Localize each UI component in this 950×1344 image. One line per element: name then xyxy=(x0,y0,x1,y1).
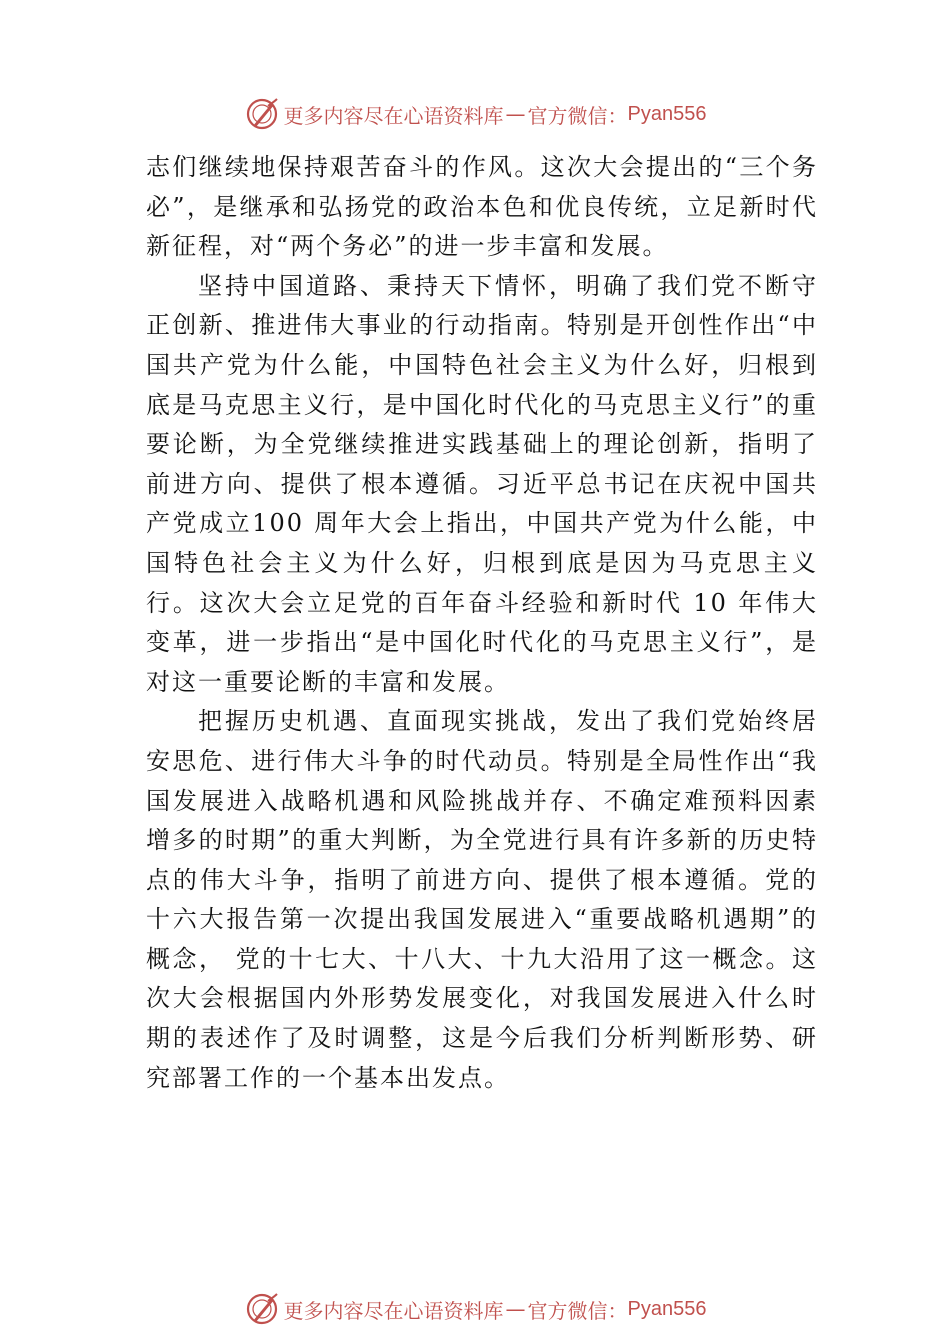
paragraph-continuation: 志们继续地保持艰苦奋斗的作风。这次大会提出的“三个务必”，是继承和弘扬党的政治本色和优良传统，立足新时代新征程，对“两个务必”的进一步丰富和发展。 xyxy=(146,153,818,261)
footer-banner xyxy=(0,1289,950,1329)
footer-separator: — xyxy=(505,1297,526,1321)
header-separator: — xyxy=(505,102,526,126)
header-site-text: 更多内容尽在心语资料库 xyxy=(283,103,504,128)
footer-contact-label: 官方微信： xyxy=(527,1298,628,1323)
footer-wechat-handle: Pyan556 xyxy=(627,1297,707,1320)
document-body xyxy=(146,148,818,1098)
header-contact-label: 官方微信： xyxy=(527,103,628,128)
quill-logo-icon xyxy=(244,96,280,132)
paragraph-chinese-road: 坚持中国道路、秉持天下情怀，明确了我们党不断守正创新、推进伟大事业的行动指南。特别是开创性作出“中国共产党为什么能，中国特色社会主义为什么好，归根到底是马克思主义行，是中国化时代化的马克思主义行”的重要论断，为全党继续推进实践基础上的理论创新，指明了前进方向、提供了根本遵循。习近平总书记在庆祝中国共产党成立100 周年大会上指出，中国共产党为什么能，中国特色社会主义为什么好，归根到底是因为马克思主义行。这次大会立足党的百年奋斗经验和新时代 10 年伟大变革，进一步指出“是中国化时代化的马克思主义行”，是对这一重要论断的丰富和发展。 xyxy=(146,271,818,696)
footer-site-text: 更多内容尽在心语资料库 xyxy=(283,1298,504,1323)
quill-logo-icon xyxy=(244,1291,280,1327)
header-banner xyxy=(0,94,950,134)
header-wechat-handle: Pyan556 xyxy=(627,102,707,125)
paragraph-historic-opportunity: 把握历史机遇、直面现实挑战，发出了我们党始终居安思危、进行伟大斗争的时代动员。特别是全局性作出“我国发展进入战略机遇和风险挑战并存、不确定难预料因素增多的时期”的重大判断，为全党进行具有许多新的历史特点的伟大斗争，指明了前进方向、提供了根本遵循。党的十六大报告第一次提出我国发展进入“重要战略机遇期”的概念， 党的十七大、十八大、十九大沿用了这一概念。这次大会根据国内外形势发展变化，对我国发展进入什么时期的表述作了及时调整，这是今后我们分析判断形势、研究部署工作的一个基本出发点。 xyxy=(146,707,818,1092)
